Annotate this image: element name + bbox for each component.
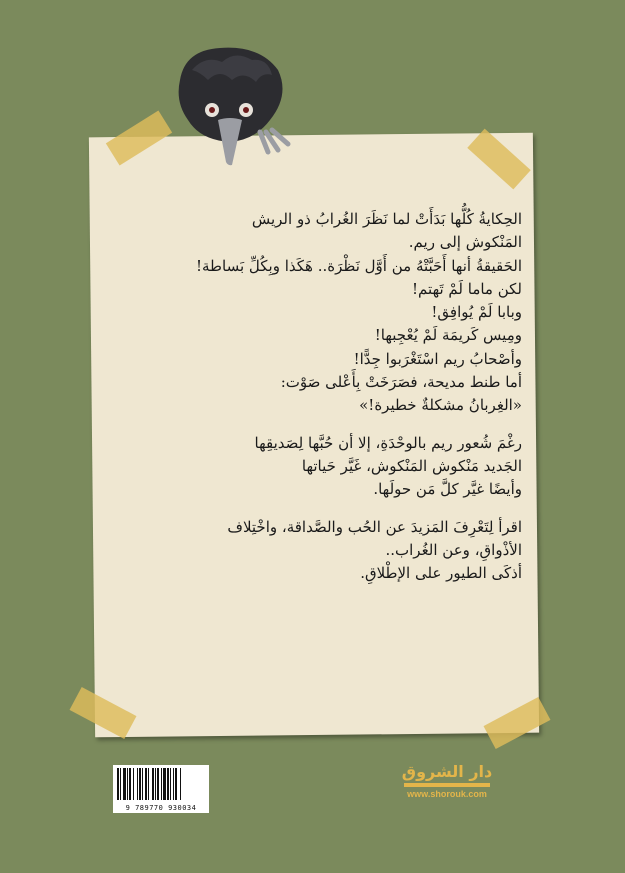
barcode-bar [148,768,149,800]
story-line: اقرأ لِتَعْرِفَ المَزيدَ عن الحُب والصَّداقة، واخْتِلاف [227,517,522,536]
story-line: المَنْكوش إلى ريم. [408,233,522,252]
story-line: رغْمَ شُعور ريم بالوحْدَةِ، إلا أن حُبَّها لِصَديقِها [254,433,522,452]
barcode-bar [173,768,174,800]
logo-bar [404,783,490,787]
barcode-bar [142,768,143,800]
story-line: الحِكايةُ كُلُّها بَدَأَتْ لما نَظَرَ الغُرابُ ذو الريش [251,210,522,228]
barcode-bar [120,768,121,800]
story-line: الأذْواقِ، وعن الغُراب.. [385,540,522,559]
story-line: أذكَى الطيور على الإطْلاقِ. [360,564,522,583]
story-line: ومِيس كَريمَة لَمْ يُعْجِبها! [374,326,522,345]
barcode-bar [152,768,154,800]
barcode-bar [117,768,119,800]
barcode [113,765,209,813]
barcode-bar [139,768,141,800]
story-line: وأصْحابُ ريم اسْتَغْرَبوا جِدًّا! [353,349,522,368]
barcode-bar [170,768,171,800]
barcode-bar [133,768,134,800]
story-line: «الغِربانُ مشكلةٌ خطيرة!» [359,396,522,415]
barcode-bar [123,768,126,800]
story-line: الجَديد مَنْكوش المَنْكوش، غَيَّر حَياتها [301,456,522,475]
story-line: لكن ماما لَمْ تَهتم! [412,279,522,298]
story-line: وأيضًا غيَّر كلَّ مَن حولَها. [373,480,522,499]
story-line: الحَقيقةُ أنها أَحَبَّتْهُ من أَوَّل نَظْرَة.. هَكَذا وبِكُلِّ بَساطة! [195,256,522,275]
barcode-bar [175,768,177,800]
barcode-bar [163,768,166,800]
barcode-bars [117,768,205,800]
story-text [112,208,522,585]
publisher-name: دار الشروق [401,762,493,781]
story-line: وبابا لَمْ يُوافِق! [431,303,522,322]
barcode-bar [129,768,131,800]
barcode-bar [137,768,138,800]
publisher-url: www.shorouk.com [407,789,487,799]
crow-icon [160,40,300,170]
barcode-bar [167,768,169,800]
barcode-bar [157,768,159,800]
publisher-logo [392,762,502,799]
paragraph-gap [112,418,522,432]
barcode-bar [161,768,162,800]
paragraph-gap [112,502,522,516]
barcode-bar [180,768,181,800]
barcode-bar [155,768,156,800]
barcode-number: 9 789770 930034 [125,804,197,812]
barcode-bar [127,768,128,800]
story-line: أما طنط مديحة، فصَرَخَتْ بِأَعْلى صَوْت: [280,373,522,392]
barcode-bar [145,768,147,800]
